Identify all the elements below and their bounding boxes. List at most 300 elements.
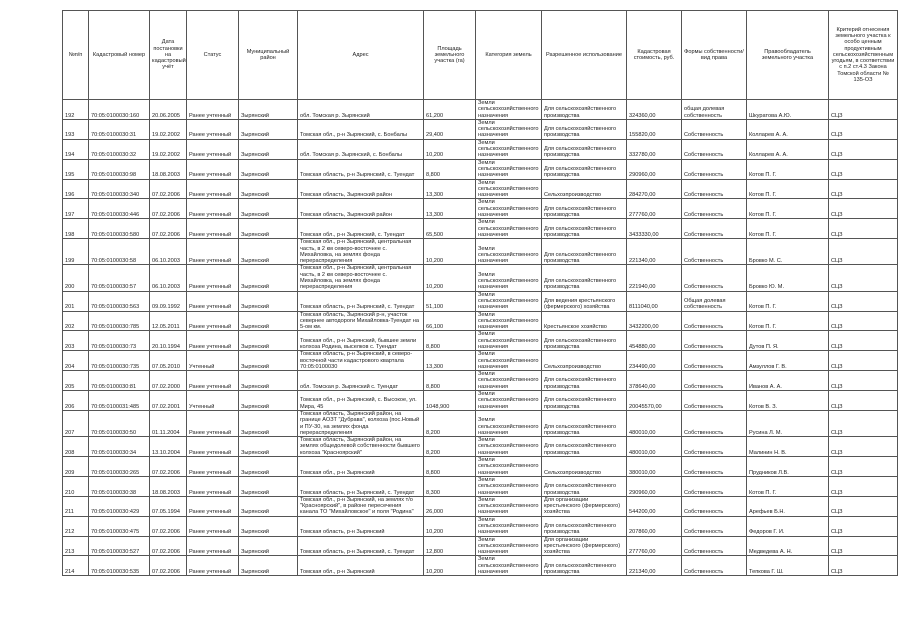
table-cell: общая долевая собственность (682, 100, 747, 120)
table-cell: Шкуратова А.Ю. (747, 100, 829, 120)
table-cell: Зырянский (239, 331, 298, 351)
table-row (63, 199, 898, 219)
table-cell: Зырянский (239, 159, 298, 179)
table-cell: Малинин Н. В. (747, 437, 829, 457)
table-cell: Зырянский (239, 311, 298, 331)
table-cell: Амзуллов Г. В. (747, 351, 829, 371)
table-cell: Собственность (682, 437, 747, 457)
table-cell: Дутов П. Я. (747, 331, 829, 351)
table-cell: 70:05:0100030:31 (89, 119, 150, 139)
table-cell: Медведева А. Н. (747, 536, 829, 556)
table-cell: обл. Томская р. Зырянский (298, 100, 424, 120)
table-row (63, 100, 898, 120)
table-row (63, 516, 898, 536)
table-cell: Ранее учтенный (187, 100, 239, 120)
table-cell: СЦЗ (829, 119, 898, 139)
table-cell: 378640,00 (627, 371, 682, 391)
table-cell: Томская обл., р-н Зырянский, центральная часть, в 2 км северо-восточнее с. Михайловка, на землях фонда перераспределения (298, 239, 424, 265)
table-cell: 61,200 (424, 100, 476, 120)
table-cell: Ранее учтенный (187, 516, 239, 536)
table-cell: Собственность (682, 496, 747, 516)
table-cell: 09.09.1992 (150, 291, 187, 311)
table-cell: 70:05:0100030:527 (89, 536, 150, 556)
table-row (63, 556, 898, 576)
table-cell: СЦЗ (829, 100, 898, 120)
table-cell: 213 (63, 536, 89, 556)
table-cell: Для сельскохозяйственного производства (542, 516, 627, 536)
table-cell: Собственность (682, 476, 747, 496)
table-cell: Колларев А. А. (747, 139, 829, 159)
table-cell: 454880,00 (627, 331, 682, 351)
table-cell: Томская обл., р-н Зырянский, центральная часть, в 2 км северо-восточнее с. Михайловка, на землях фонда перераспределения (298, 265, 424, 291)
table-cell: 07.02.2006 (150, 536, 187, 556)
table-cell: Котов П. Г. (747, 199, 829, 219)
table-body (63, 100, 898, 576)
table-cell: Земли сельскохозяйственного назначения (476, 199, 542, 219)
table-cell: СЦЗ (829, 239, 898, 265)
table-row (63, 457, 898, 477)
table-cell: Ранее учтенный (187, 159, 239, 179)
column-header: Формы собственности/вид права (682, 11, 747, 100)
table-cell: Для сельскохозяйственного производства (542, 391, 627, 411)
table-cell: 13,300 (424, 179, 476, 199)
table-cell: 70:05:0100031:485 (89, 391, 150, 411)
table-cell: 70:05:0100030:735 (89, 351, 150, 371)
table-cell: Зырянский (239, 476, 298, 496)
table-cell: 221340,00 (627, 239, 682, 265)
table-cell: Земли сельскохозяйственного назначения (476, 219, 542, 239)
table-cell: Земли сельскохозяйственного назначения (476, 179, 542, 199)
table-cell: 70:05:0100030:98 (89, 159, 150, 179)
table-cell: 221940,00 (627, 265, 682, 291)
table-cell: 13.10.2004 (150, 437, 187, 457)
table-cell: 20.06.2005 (150, 100, 187, 120)
table-cell: 198 (63, 219, 89, 239)
table-cell: Собственность (682, 179, 747, 199)
table-row (63, 311, 898, 331)
land-plots-table (62, 10, 898, 576)
table-cell: 277760,00 (627, 199, 682, 219)
table-cell: Учтенный (187, 391, 239, 411)
table-cell: Для сельскохозяйственного производства (542, 139, 627, 159)
table-cell: Иванов А. А. (747, 371, 829, 391)
table-cell: 200 (63, 265, 89, 291)
table-cell: Собственность (682, 391, 747, 411)
table-cell: 201 (63, 291, 89, 311)
table-cell: 07.02.2001 (150, 391, 187, 411)
table-cell: 8,300 (424, 476, 476, 496)
table-row (63, 410, 898, 436)
table-cell: Собственность (682, 139, 747, 159)
spreadsheet-page (62, 10, 897, 576)
table-cell: Ранее учтенный (187, 265, 239, 291)
table-cell: 70:05:0100030:81 (89, 371, 150, 391)
table-cell: 195 (63, 159, 89, 179)
table-cell: 07.02.2006 (150, 516, 187, 536)
table-cell: 277760,00 (627, 536, 682, 556)
table-cell: Собственность (682, 265, 747, 291)
table-cell: 29,400 (424, 119, 476, 139)
table-cell: 70:05:0100030:50 (89, 410, 150, 436)
table-cell: Собственность (682, 516, 747, 536)
table-cell: Арефьев Б.Н. (747, 496, 829, 516)
table-cell: Собственность (682, 119, 747, 139)
table-cell: Томская область, Зырянский район (298, 179, 424, 199)
table-cell: Земли сельскохозяйственного назначения (476, 410, 542, 436)
table-cell: Томская обл., р-н Зырянский, бывшее земли колхоза Родина, выселков с. Туендат (298, 331, 424, 351)
table-cell: 70:05:0100030:34 (89, 437, 150, 457)
table-cell: Зырянский (239, 219, 298, 239)
table-cell: Зырянский (239, 437, 298, 457)
table-cell: 70:05:0100030:340 (89, 179, 150, 199)
table-row (63, 536, 898, 556)
table-cell: Ранее учтенный (187, 556, 239, 576)
table-cell: 290960,00 (627, 159, 682, 179)
table-cell: 204 (63, 351, 89, 371)
table-cell: 07.02.2006 (150, 457, 187, 477)
table-cell: 212 (63, 516, 89, 536)
table-cell: 480010,00 (627, 437, 682, 457)
table-cell: СЦЗ (829, 496, 898, 516)
table-cell: Бровко М. С. (747, 239, 829, 265)
table-cell: Для сельскохозяйственного производства (542, 410, 627, 436)
table-cell: Томская обл., р-н Зырянский, на землях т/о "Красноярский", в районе пересечения канала ТО "Михайловское" и поля "Родина" (298, 496, 424, 516)
table-cell: Земли сельскохозяйственного назначения (476, 331, 542, 351)
table-cell: СЦЗ (829, 536, 898, 556)
table-cell: Собственность (682, 219, 747, 239)
table-cell: 207860,00 (627, 516, 682, 536)
table-cell: 13,300 (424, 199, 476, 219)
table-cell: Ранее учтенный (187, 476, 239, 496)
table-cell: Томская обл., р-н Зырянский (298, 556, 424, 576)
table-cell: Земли сельскохозяйственного назначения (476, 476, 542, 496)
table-cell: 07.02.2006 (150, 219, 187, 239)
table-cell: Котов В. З. (747, 391, 829, 411)
table-cell: 10,200 (424, 239, 476, 265)
table-cell: 199 (63, 239, 89, 265)
table-cell: 155820,00 (627, 119, 682, 139)
table-cell: Колларев А. А. (747, 119, 829, 139)
table-cell: 07.02.2006 (150, 556, 187, 576)
table-cell: Русина Л. М. (747, 410, 829, 436)
table-cell: 12.05.2011 (150, 311, 187, 331)
table-cell: Земли сельскохозяйственного назначения (476, 556, 542, 576)
table-cell: Ранее учтенный (187, 199, 239, 219)
table-cell: 07.02.2006 (150, 199, 187, 219)
table-cell: 06.10.2003 (150, 265, 187, 291)
table-cell: 8,800 (424, 159, 476, 179)
table-cell: Земли сельскохозяйственного назначения (476, 239, 542, 265)
table-cell: 70:05:0100030:446 (89, 199, 150, 219)
table-cell: Зырянский (239, 371, 298, 391)
table-cell: 70:05:0100030:38 (89, 476, 150, 496)
table-cell: Зырянский (239, 351, 298, 371)
table-cell: Земли сельскохозяйственного назначения (476, 351, 542, 371)
table-cell: 8,800 (424, 371, 476, 391)
table-cell: 206 (63, 391, 89, 411)
table-row (63, 239, 898, 265)
table-cell: Земли сельскохозяйственного назначения (476, 391, 542, 411)
table-cell: Для сельскохозяйственного производства (542, 476, 627, 496)
table-cell: СЦЗ (829, 410, 898, 436)
table-cell: Томская область, Зырянский район, на землях общедолевой собственности бывшего колхоза "Красноярский" (298, 437, 424, 457)
table-cell: Томская область, р-н Зырянский, с. Туендат (298, 476, 424, 496)
table-cell: Томская область, р-н Зырянский, в северо-восточной части кадастрового квартала 70:05:0100030 (298, 351, 424, 371)
table-cell: Собственность (682, 239, 747, 265)
table-cell: СЦЗ (829, 457, 898, 477)
table-cell: Зырянский (239, 179, 298, 199)
table-cell: СЦЗ (829, 291, 898, 311)
table-cell: Для сельскохозяйственного производства (542, 119, 627, 139)
table-cell: Земли сельскохозяйственного назначения (476, 536, 542, 556)
table-cell: 205 (63, 371, 89, 391)
table-row (63, 119, 898, 139)
table-cell: 332780,00 (627, 139, 682, 159)
table-cell: 06.10.2003 (150, 239, 187, 265)
table-cell: 8,200 (424, 437, 476, 457)
table-cell: 290960,00 (627, 476, 682, 496)
table-cell: Земли сельскохозяйственного назначения (476, 100, 542, 120)
table-cell: Ранее учтенный (187, 291, 239, 311)
table-cell: Ранее учтенный (187, 457, 239, 477)
table-cell: 209 (63, 457, 89, 477)
table-cell: 20045570,00 (627, 391, 682, 411)
table-cell: 70:05:0100030:475 (89, 516, 150, 536)
table-cell: 234490,00 (627, 351, 682, 371)
table-cell: Собственность (682, 457, 747, 477)
table-cell: Земли сельскохозяйственного назначения (476, 311, 542, 331)
table-row (63, 437, 898, 457)
table-cell: Собственность (682, 331, 747, 351)
table-cell: 380010,00 (627, 457, 682, 477)
table-cell: 70:05:0100030:57 (89, 265, 150, 291)
table-cell: 197 (63, 199, 89, 219)
table-cell: Для организации крестьянского (фермерского) хозяйства (542, 536, 627, 556)
table-cell: 19.02.2002 (150, 139, 187, 159)
table-cell: Земли сельскохозяйственного назначения (476, 119, 542, 139)
table-cell: Томская область, р-н Зырянский (298, 516, 424, 536)
column-header: Статус (187, 11, 239, 100)
table-cell: СЦЗ (829, 265, 898, 291)
table-row (63, 331, 898, 351)
table-cell: Зырянский (239, 119, 298, 139)
table-cell: Тепкова Г. Ш. (747, 556, 829, 576)
table-row (63, 496, 898, 516)
table-cell: СЦЗ (829, 199, 898, 219)
table-cell: Земли сельскохозяйственного назначения (476, 496, 542, 516)
column-header: Адрес (298, 11, 424, 100)
table-cell: 284270,00 (627, 179, 682, 199)
table-cell: Для сельскохозяйственного производства (542, 199, 627, 219)
table-cell: 3432200,00 (627, 311, 682, 331)
table-cell: 8,800 (424, 457, 476, 477)
table-cell: Собственность (682, 311, 747, 331)
table-cell: Котов П. Г. (747, 311, 829, 331)
table-cell: СЦЗ (829, 476, 898, 496)
table-cell: 8111040,00 (627, 291, 682, 311)
table-cell: Для сельскохозяйственного производства (542, 331, 627, 351)
table-cell: Ранее учтенный (187, 239, 239, 265)
table-cell: 70:05:0100030:563 (89, 291, 150, 311)
table-cell: Для сельскохозяйственного производства (542, 371, 627, 391)
table-cell: Котов П. Г. (747, 476, 829, 496)
table-cell: 207 (63, 410, 89, 436)
column-header: Категория земель (476, 11, 542, 100)
table-cell: Томская область, Зырянский р-н, участок севернее автодороги Михайловка-Туендат на 5-ом км. (298, 311, 424, 331)
column-header: Правообладатель земельного участка (747, 11, 829, 100)
table-row (63, 351, 898, 371)
column-header: Муниципальный район (239, 11, 298, 100)
table-row (63, 371, 898, 391)
table-row (63, 159, 898, 179)
table-cell: 211 (63, 496, 89, 516)
table-cell: Ранее учтенный (187, 371, 239, 391)
table-cell: 194 (63, 139, 89, 159)
table-cell: Томская обл., р-н Зырянский (298, 457, 424, 477)
table-cell: Ранее учтенный (187, 179, 239, 199)
column-header: Кадастровая стоимость, руб. (627, 11, 682, 100)
table-cell: Котов П. Г. (747, 159, 829, 179)
table-cell: 01.11.2004 (150, 410, 187, 436)
table-cell: СЦЗ (829, 391, 898, 411)
table-cell: Котов П. Г. (747, 179, 829, 199)
table-cell: Ранее учтенный (187, 410, 239, 436)
table-row (63, 291, 898, 311)
table-cell: Общая долевая собственность (682, 291, 747, 311)
table-cell: 10,200 (424, 516, 476, 536)
table-cell: 07.05.2010 (150, 351, 187, 371)
table-cell: 13,300 (424, 351, 476, 371)
table-cell: 10,200 (424, 265, 476, 291)
table-cell: СЦЗ (829, 351, 898, 371)
table-cell: Земли сельскохозяйственного назначения (476, 437, 542, 457)
table-cell: Зырянский (239, 496, 298, 516)
table-cell: 210 (63, 476, 89, 496)
table-cell: Для сельскохозяйственного производства (542, 100, 627, 120)
table-cell: Собственность (682, 159, 747, 179)
table-cell: Томская область, р-н Зырянский, с. Туендат (298, 291, 424, 311)
table-cell: Для сельскохозяйственного производства (542, 556, 627, 576)
table-cell: Томская обл., р-н Зырянский, с. Туендат (298, 219, 424, 239)
table-cell: Собственность (682, 410, 747, 436)
table-cell: обл. Томская р. Зырянский с. Туендат (298, 371, 424, 391)
table-row (63, 139, 898, 159)
header-row (63, 11, 898, 100)
table-cell: Котов П. Г. (747, 219, 829, 239)
table-cell: Томская область, р-н Зырянский, с. Туендат (298, 536, 424, 556)
table-cell: СЦЗ (829, 139, 898, 159)
table-cell: 208 (63, 437, 89, 457)
table-cell: Для сельскохозяйственного производства (542, 219, 627, 239)
table-cell: Томская область, р-н Зырянский, с. Туендат (298, 159, 424, 179)
table-cell: 19.02.2002 (150, 119, 187, 139)
table-cell: 480010,00 (627, 410, 682, 436)
table-cell: 192 (63, 100, 89, 120)
table-cell: Сельхозпроизводство (542, 457, 627, 477)
table-cell: Для сельскохозяйственного производства (542, 159, 627, 179)
table-cell: 70:05:0100030:535 (89, 556, 150, 576)
table-cell: 203 (63, 331, 89, 351)
table-cell: Земли сельскохозяйственного назначения (476, 371, 542, 391)
table-cell: 18.08.2003 (150, 159, 187, 179)
table-cell: 70:05:0100030:58 (89, 239, 150, 265)
table-cell: Томская обл., р-н Зырянский, с. Бонбалы (298, 119, 424, 139)
table-cell: Бровко Ю. М. (747, 265, 829, 291)
column-header: Площадь земельного участка (га) (424, 11, 476, 100)
table-cell: Зырянский (239, 410, 298, 436)
table-cell: Зырянский (239, 536, 298, 556)
table-cell: Прудников Л.В. (747, 457, 829, 477)
table-cell: Томская обл., р-н Зырянский, с. Высокое, ул. Мира, 45 (298, 391, 424, 411)
table-cell: 1048,900 (424, 391, 476, 411)
table-cell: 202 (63, 311, 89, 331)
table-cell: Зырянский (239, 556, 298, 576)
table-cell: Федоров Г. И. (747, 516, 829, 536)
column-header: Разрешенное использование (542, 11, 627, 100)
table-cell: Для организации крестьянского (фермерского) хозяйства (542, 496, 627, 516)
table-cell: Зырянский (239, 291, 298, 311)
table-cell: Собственность (682, 536, 747, 556)
table-cell: 221340,00 (627, 556, 682, 576)
table-cell: Крестьянское хозяйство (542, 311, 627, 331)
table-cell: СЦЗ (829, 159, 898, 179)
table-cell: Томская область, Зырянский район, на границе АОЗТ "Дубрава", колхоза (пос.Новый и ПУ-30, на землях фонда перераспределения (298, 410, 424, 436)
table-cell: 20.10.1994 (150, 331, 187, 351)
table-cell: Земли сельскохозяйственного назначения (476, 139, 542, 159)
table-row (63, 265, 898, 291)
table-cell: 70:05:0100030:265 (89, 457, 150, 477)
table-cell: 214 (63, 556, 89, 576)
table-cell: Зырянский (239, 265, 298, 291)
table-cell: Зырянский (239, 239, 298, 265)
table-cell: 70:05:0100030:73 (89, 331, 150, 351)
table-cell: Ранее учтенный (187, 119, 239, 139)
table-cell: 70:05:0100030:580 (89, 219, 150, 239)
table-cell: Земли сельскохозяйственного назначения (476, 457, 542, 477)
table-cell: 70:05:0100030:785 (89, 311, 150, 331)
table-cell: Земли сельскохозяйственного назначения (476, 265, 542, 291)
table-cell: 07.05.1994 (150, 496, 187, 516)
table-cell: 10,200 (424, 556, 476, 576)
table-row (63, 219, 898, 239)
table-cell: 70:05:0100030:429 (89, 496, 150, 516)
table-cell: 12,800 (424, 536, 476, 556)
table-cell: 66,100 (424, 311, 476, 331)
table-cell: 196 (63, 179, 89, 199)
table-row (63, 179, 898, 199)
table-cell: 3433330,00 (627, 219, 682, 239)
table-cell: Собственность (682, 199, 747, 219)
table-row (63, 391, 898, 411)
table-cell: Зырянский (239, 199, 298, 219)
table-cell: 70:05:0100030:32 (89, 139, 150, 159)
table-cell: Зырянский (239, 457, 298, 477)
table-cell: Земли сельскохозяйственного назначения (476, 516, 542, 536)
table-cell: Томская область, Зырянский район (298, 199, 424, 219)
column-header: Критерий отнесения земельного участка к особо ценным продуктивным сельскохозяйственным угодьям, в соответствии с п.2 ст.4.3 Закона Томской области № 135-ОЗ (829, 11, 898, 100)
table-cell: 07.02.2000 (150, 371, 187, 391)
table-cell: 8,200 (424, 410, 476, 436)
table-cell: Ранее учтенный (187, 139, 239, 159)
table-cell: Зырянский (239, 391, 298, 411)
table-cell: Для сельскохозяйственного производства (542, 265, 627, 291)
table-cell: Ранее учтенный (187, 311, 239, 331)
table-cell: Ранее учтенный (187, 331, 239, 351)
table-cell: СЦЗ (829, 331, 898, 351)
table-cell: Зырянский (239, 516, 298, 536)
table-cell: Собственность (682, 351, 747, 371)
column-header: №п/п (63, 11, 89, 100)
